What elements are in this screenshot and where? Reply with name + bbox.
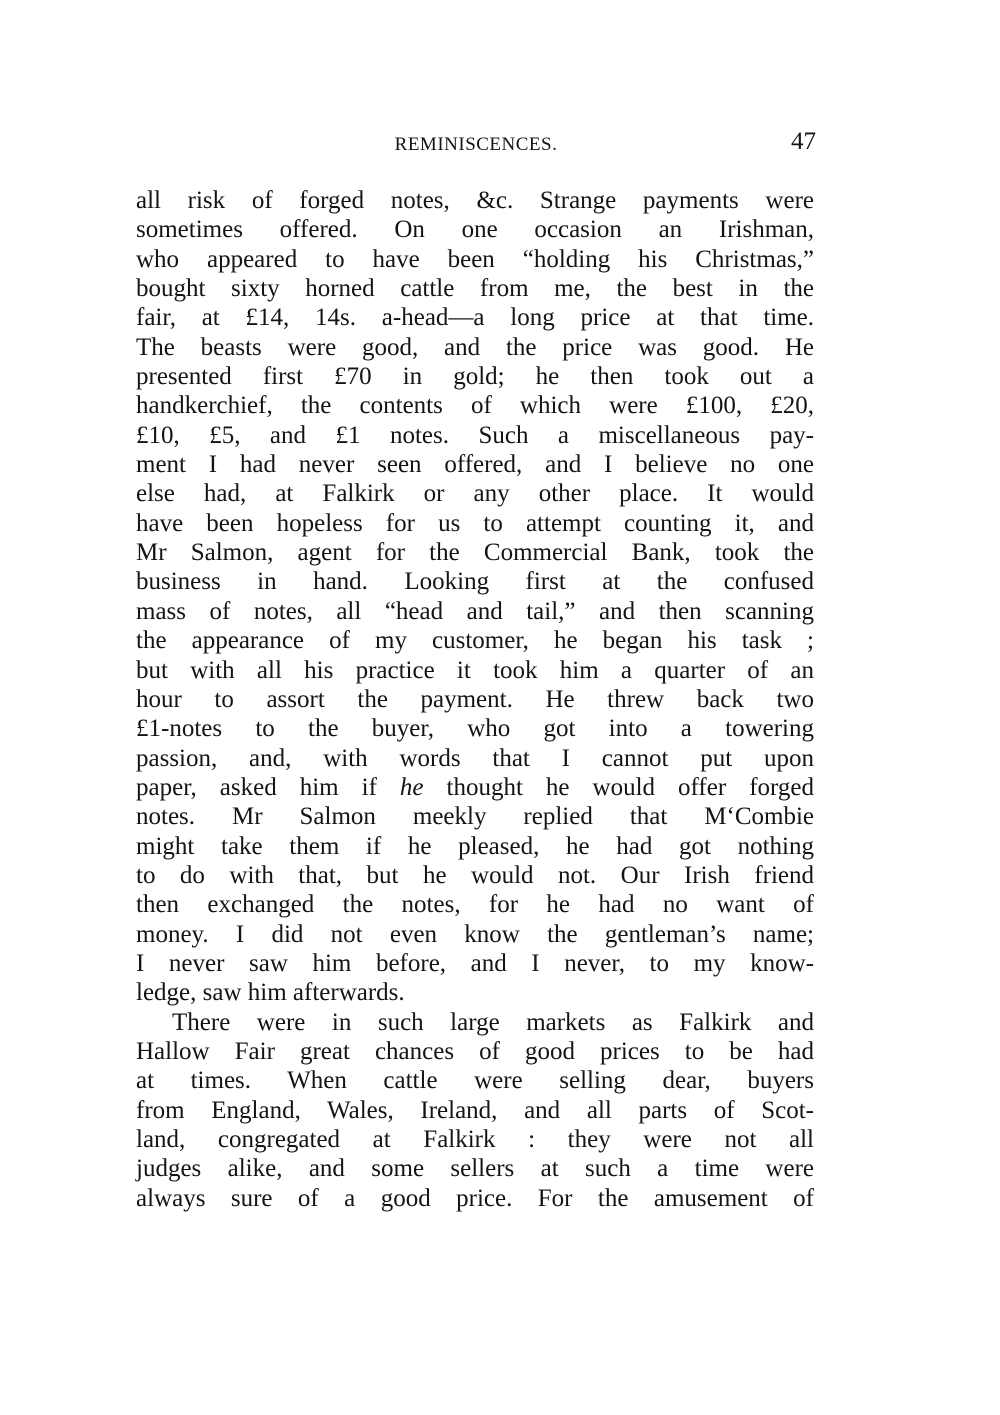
text-line: but with all his practice it took him a quarter of an: [136, 656, 814, 684]
text-line: The beasts were good, and the price was good. He: [136, 333, 814, 361]
text-line: might take them if he pleased, he had got nothing: [136, 832, 814, 860]
text-line: mass of notes, all “head and tail,” and then scanning: [136, 597, 814, 625]
paragraph: [136, 186, 814, 1008]
text-line: judges alike, and some sellers at such a time were: [136, 1155, 814, 1183]
emphasis-word: he: [399, 773, 424, 801]
text-line: have been hopeless for us to attempt counting it, and: [136, 509, 814, 537]
text-line: handkerchief, the contents of which were £100, £20,: [136, 392, 814, 420]
text-line: who appeared to have been “holding his Christmas,”: [136, 245, 814, 273]
text-line: ledge, saw him afterwards.: [136, 979, 405, 1007]
text-line-italic-word: paper, asked him if he thought he would offer forged: [136, 773, 814, 801]
text-line: Hallow Fair great chances of good prices to be had: [136, 1037, 814, 1065]
page-number: 47: [791, 128, 816, 155]
body-text: [136, 186, 814, 1213]
text-line: £1-notes to the buyer, who got into a towering: [136, 715, 814, 743]
text-line: to do with that, but he would not. Our Irish friend: [136, 861, 814, 889]
text-line: business in hand. Looking first at the confused: [136, 568, 814, 596]
text-line: bought sixty horned cattle from me, the best in the: [136, 275, 814, 303]
text-line: Mr Salmon, agent for the Commercial Bank, took the: [136, 539, 814, 567]
text-line: at times. When cattle were selling dear, buyers: [136, 1067, 814, 1095]
text-line: the appearance of my customer, he began his task ;: [136, 627, 814, 655]
running-title: REMINISCENCES.: [394, 134, 558, 155]
text-line: money. I did not even know the gentleman’s name;: [136, 920, 814, 948]
text-line: There were in such large markets as Falkirk and: [172, 1008, 814, 1036]
text-line: land, congregated at Falkirk : they were not all: [136, 1126, 814, 1153]
text-line: always sure of a good price. For the amusement of: [136, 1184, 814, 1212]
text-line: fair, at £14, 14s. a-head—a long price at that time.: [136, 304, 814, 332]
text-line: presented first £70 in gold; he then took out a: [136, 363, 814, 391]
text-line: sometimes offered. On one occasion an Irishman,: [136, 216, 814, 244]
text-line: notes. Mr Salmon meekly replied that M‘Combie: [136, 803, 814, 831]
text-line: from England, Wales, Ireland, and all parts of Scot-: [136, 1096, 814, 1124]
text-line: £10, £5, and £1 notes. Such a miscellaneous pay-: [136, 421, 814, 449]
text-line: all risk of forged notes, &c. Strange payments were: [136, 187, 814, 214]
text-line: ment I had never seen offered, and I believe no one: [136, 451, 814, 479]
text-line: then exchanged the notes, for he had no want of: [136, 891, 814, 919]
text-line: I never saw him before, and I never, to my know-: [136, 949, 814, 977]
running-head: [136, 128, 816, 158]
text-line: passion, and, with words that I cannot put upon: [136, 744, 814, 772]
text-line: else had, at Falkirk or any other place. It would: [136, 480, 814, 508]
paragraph: [136, 1008, 814, 1213]
text-line: hour to assort the payment. He threw back two: [136, 685, 814, 713]
